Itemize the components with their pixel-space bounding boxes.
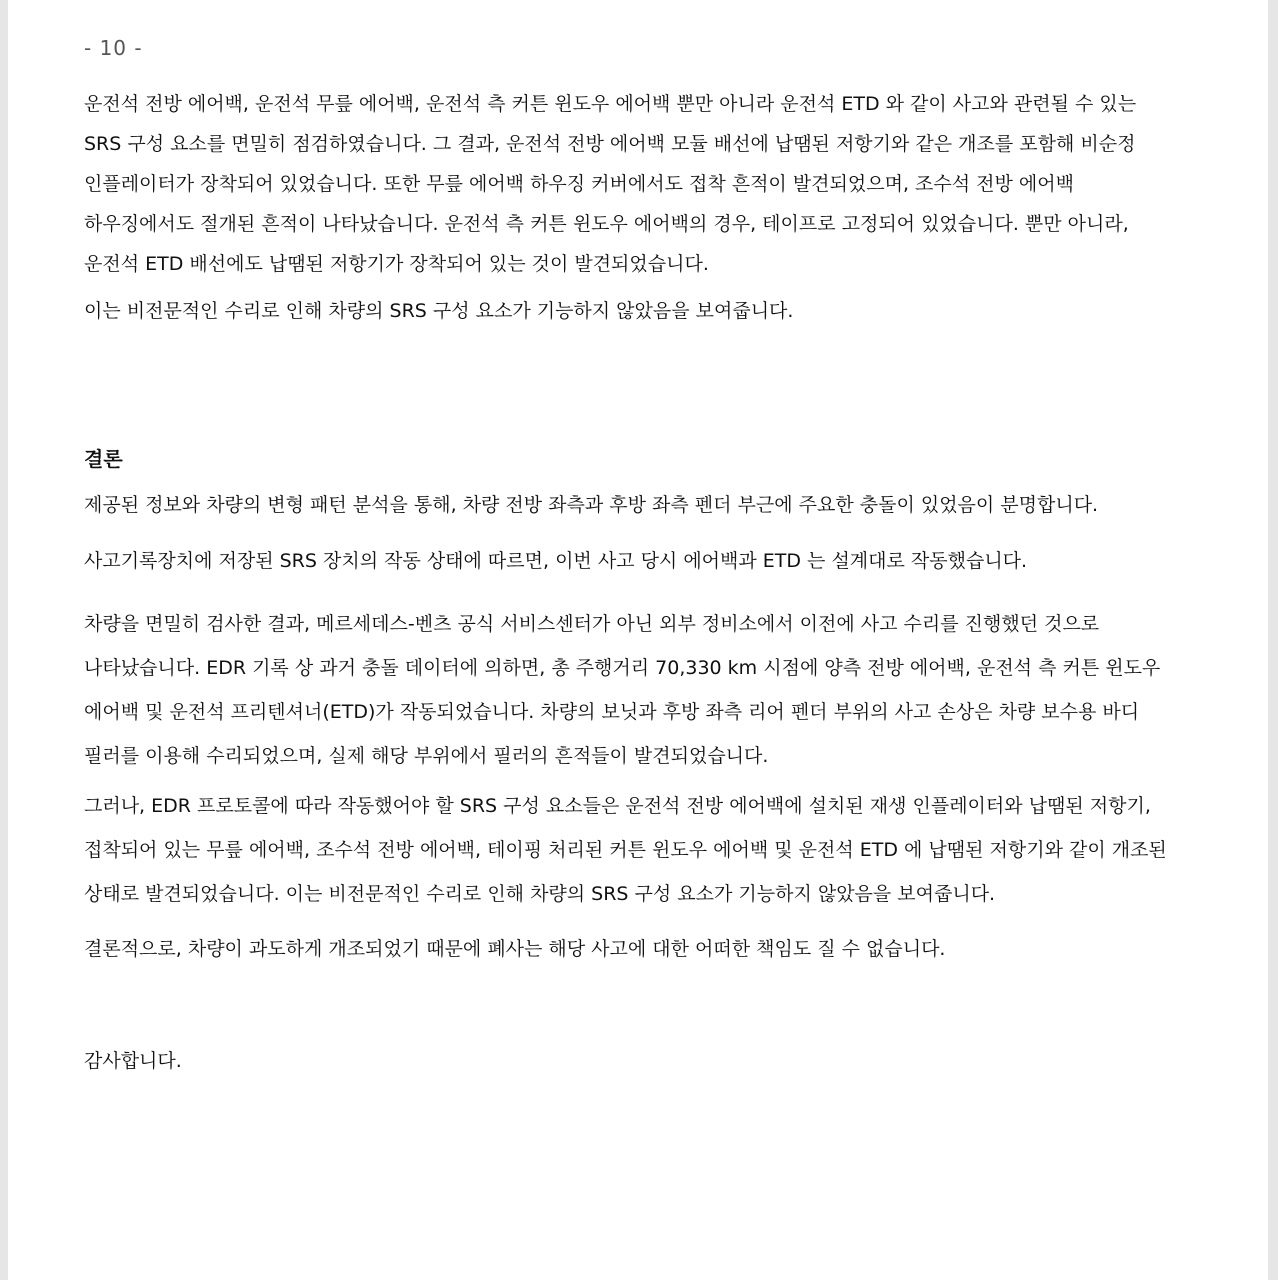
page-number: - 10 - [84, 36, 143, 60]
text-line: 나타났습니다. EDR 기록 상 과거 충돌 데이터에 의하면, 총 주행거리 70,330 km 시점에 양측 전방 에어백, 운전석 측 커튼 윈도우 [84, 657, 1161, 679]
paragraph-srs-inspection [84, 84, 1194, 284]
paragraph-edr-status: 사고기록장치에 저장된 SRS 장치의 작동 상태에 따르면, 이번 사고 당시 에어백과 ETD 는 설계대로 작동했습니다. [84, 550, 1028, 572]
paragraph-srs-summary: 이는 비전문적인 수리로 인해 차량의 SRS 구성 요소가 기능하지 않았음을 보여줍니다. [84, 300, 794, 322]
paragraph-final-conclusion: 결론적으로, 차량이 과도하게 개조되었기 때문에 폐사는 해당 사고에 대한 어떠한 책임도 질 수 없습니다. [84, 938, 946, 960]
text-line: 접착되어 있는 무릎 에어백, 조수석 전방 에어백, 테이핑 처리된 커튼 윈도우 에어백 및 운전석 ETD 에 납땜된 저항기와 같이 개조된 [84, 839, 1167, 861]
text-line: 차량을 면밀히 검사한 결과, 메르세데스-벤츠 공식 서비스센터가 아닌 외부 정비소에서 이전에 사고 수리를 진행했던 것으로 [84, 613, 1100, 635]
text-line: 그러나, EDR 프로토콜에 따라 작동했어야 할 SRS 구성 요소들은 운전석 전방 에어백에 설치된 재생 인플레이터와 납땜된 저항기, [84, 795, 1151, 817]
text-line: 운전석 전방 에어백, 운전석 무릎 에어백, 운전석 측 커튼 윈도우 에어백 뿐만 아니라 운전석 ETD 와 같이 사고와 관련될 수 있는 [84, 93, 1137, 115]
text-line: SRS 구성 요소를 면밀히 점검하였습니다. 그 결과, 운전석 전방 에어백 모듈 배선에 납땜된 저항기와 같은 개조를 포함해 비순정 [84, 133, 1136, 155]
document-page [8, 0, 1268, 1280]
text-line: 운전석 ETD 배선에도 납땜된 저항기가 장착되어 있는 것이 발견되었습니다. [84, 253, 709, 275]
paragraph-collision: 제공된 정보와 차량의 변형 패턴 분석을 통해, 차량 전방 좌측과 후방 좌측 펜더 부근에 주요한 충돌이 있었음이 분명합니다. [84, 494, 1099, 516]
paragraph-modified-components [84, 784, 1194, 916]
conclusion-heading: 결론 [84, 447, 123, 471]
text-line: 필러를 이용해 수리되었으며, 실제 해당 부위에서 필러의 흔적들이 발견되었습니다. [84, 745, 769, 767]
text-line: 인플레이터가 장착되어 있었습니다. 또한 무릎 에어백 하우징 커버에서도 접착 흔적이 발견되었으며, 조수석 전방 에어백 [84, 173, 1074, 195]
text-line: 하우징에서도 절개된 흔적이 나타났습니다. 운전석 측 커튼 윈도우 에어백의 경우, 테이프로 고정되어 있었습니다. 뿐만 아니라, [84, 213, 1129, 235]
text-line: 상태로 발견되었습니다. 이는 비전문적인 수리로 인해 차량의 SRS 구성 요소가 기능하지 않았음을 보여줍니다. [84, 883, 996, 905]
text-line: 에어백 및 운전석 프리텐셔너(ETD)가 작동되었습니다. 차량의 보닛과 후방 좌측 리어 펜더 부위의 사고 손상은 차량 보수용 바디 [84, 701, 1140, 723]
paragraph-repair-history [84, 602, 1194, 778]
closing-remark: 감사합니다. [84, 1050, 182, 1072]
